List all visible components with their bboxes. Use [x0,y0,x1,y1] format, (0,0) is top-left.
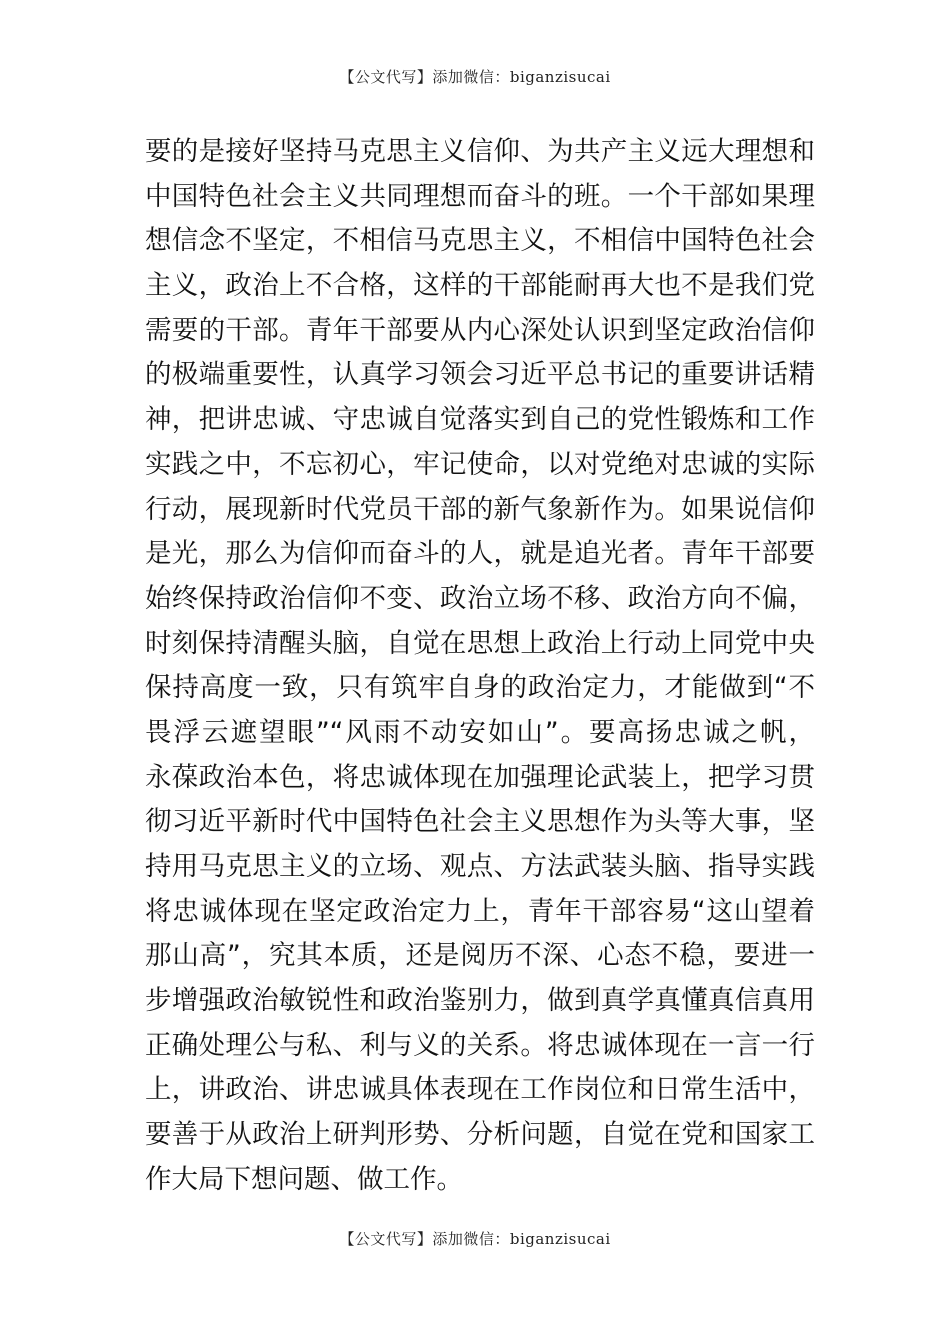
text-line: 步增强政治敏锐性和政治鉴别力，做到真学真懂真信真用 [145,985,815,1017]
text-line: 彻习近平新时代中国特色社会主义思想作为头等大事，坚 [145,806,815,838]
text-line: 始终保持政治信仰不变、政治立场不移、政治方向不偏， [145,582,815,614]
text-line: 持用马克思主义的立场、观点、方法武装头脑、指导实践 [145,851,815,882]
text-line: 永葆政治本色，将忠诚体现在加强理论武装上，把学习贯 [145,761,815,793]
text-line: 需要的干部。青年干部要从内心深处认识到坚定政治信仰 [145,314,815,346]
text-line: 作大局下想问题、做工作。 [145,1163,463,1195]
text-line: 想信念不坚定，不相信马克思主义，不相信中国特色社会 [145,225,815,257]
text-line: 行动，展现新时代党员干部的新气象新作为。如果说信仰 [145,493,815,525]
text-line: 要善于从政治上研判形势、分析问题，自觉在党和国家工 [145,1119,815,1151]
text-line: 那山高”，究其本质，还是阅历不深、心态不稳，要进一 [145,940,815,972]
document-body [145,130,815,1203]
text-line: 实践之中，不忘初心，牢记使命，以对党绝对忠诚的实际 [145,448,815,480]
text-line: 正确处理公与私、利与义的关系。将忠诚体现在一言一行 [145,1029,815,1061]
text-line: 上，讲政治、讲忠诚具体表现在工作岗位和日常生活中， [145,1074,815,1106]
text-line: 将忠诚体现在坚定政治定力上，青年干部容易“这山望着 [145,895,815,927]
text-line: 时刻保持清醒头脑，自觉在思想上政治上行动上同党中央 [145,627,815,659]
text-line: 畏浮云遮望眼”“风雨不动安如山”。要高扬忠诚之帆， [145,716,815,748]
text-line: 主义，政治上不合格，这样的干部能耐再大也不是我们党 [145,270,815,302]
text-line: 中国特色社会主义共同理想而奋斗的班。一个干部如果理 [145,180,815,212]
page-header: 【公文代写】添加微信：biganzisucai [339,68,611,86]
text-line: 神，把讲忠诚、守忠诚自觉落实到自己的党性锻炼和工作 [145,404,815,436]
text-line: 保持高度一致，只有筑牢自身的政治定力，才能做到“不 [145,672,815,704]
text-line: 要的是接好坚持马克思主义信仰、为共产主义远大理想和 [145,136,815,167]
text-line: 是光，那么为信仰而奋斗的人，就是追光者。青年干部要 [145,538,815,570]
page-footer: 【公文代写】添加微信：biganzisucai [339,1230,611,1248]
text-line: 的极端重要性，认真学习领会习近平总书记的重要讲话精 [145,359,815,391]
